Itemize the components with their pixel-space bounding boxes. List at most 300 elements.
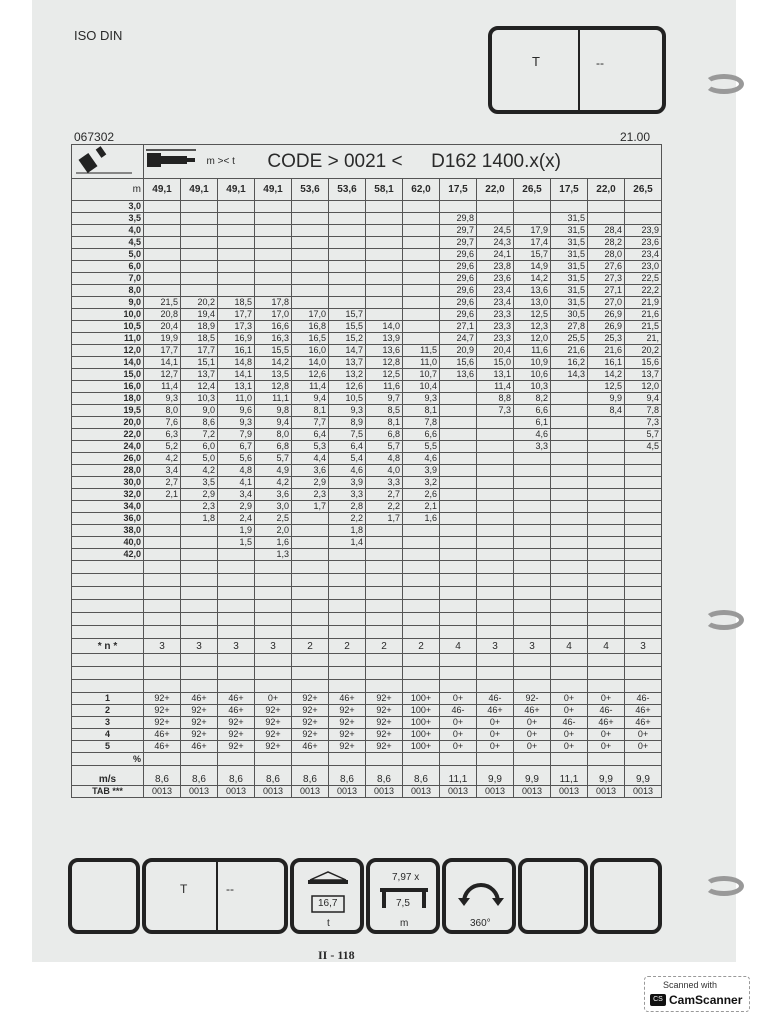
table-cell: 16,1: [218, 345, 255, 357]
table-cell: [440, 405, 477, 417]
table-cell: 4: [551, 639, 588, 654]
table-cell: 5,3: [292, 441, 329, 453]
load-row: [72, 537, 662, 549]
table-cell: [625, 549, 662, 561]
table-cell: [551, 501, 588, 513]
table-cell: 12,6: [292, 369, 329, 381]
table-cell: 0013: [255, 786, 292, 798]
table-cell: 9,9: [625, 766, 662, 786]
table-cell: 12,5: [588, 381, 625, 393]
table-cell: [477, 513, 514, 525]
table-cell: [625, 501, 662, 513]
table-cell: 92+: [181, 717, 218, 729]
table-cell: 92+: [329, 729, 366, 741]
table-cell: 2: [403, 639, 440, 654]
table-cell: 4,4: [292, 453, 329, 465]
binder-ring: [704, 876, 744, 896]
table-cell: 31,5: [551, 261, 588, 273]
table-cell: [329, 261, 366, 273]
table-cell: [625, 465, 662, 477]
table-cell: [144, 513, 181, 525]
table-cell: [551, 537, 588, 549]
table-cell: 46+: [625, 717, 662, 729]
table-cell: [144, 225, 181, 237]
table-cell: [218, 574, 255, 587]
table-cell: [588, 417, 625, 429]
row-label: 3,5: [72, 213, 144, 225]
table-cell: [292, 587, 329, 600]
load-row: [72, 405, 662, 417]
table-cell: [292, 225, 329, 237]
table-cell: [403, 613, 440, 626]
table-cell: 0013: [477, 786, 514, 798]
table-cell: 1,6: [255, 537, 292, 549]
row-label: 7,0: [72, 273, 144, 285]
table-cell: [625, 489, 662, 501]
load-row: [72, 453, 662, 465]
table-cell: [625, 587, 662, 600]
row-label: 14,0: [72, 357, 144, 369]
table-cell: 21,6: [588, 345, 625, 357]
row-label: 24,0: [72, 441, 144, 453]
table-cell: [329, 213, 366, 225]
table-cell: 10,4: [403, 381, 440, 393]
table-cell: [218, 626, 255, 639]
row-label: 5,0: [72, 249, 144, 261]
table-cell: 12,5: [514, 309, 551, 321]
counterweight-icon: [298, 866, 358, 922]
table-cell: [551, 429, 588, 441]
load-chart-table: [71, 144, 661, 798]
table-cell: [403, 680, 440, 693]
table-cell: 30,5: [551, 309, 588, 321]
empty-row: [72, 667, 662, 680]
table-cell: 0013: [181, 786, 218, 798]
table-cell: [440, 513, 477, 525]
table-cell: 12,8: [255, 381, 292, 393]
table-cell: 2: [366, 639, 403, 654]
table-cell: [255, 237, 292, 249]
table-cell: 12,0: [514, 333, 551, 345]
table-cell: [551, 525, 588, 537]
table-cell: 21,6: [625, 309, 662, 321]
table-cell: 92+: [366, 741, 403, 753]
telescope-row: [72, 729, 662, 741]
table-cell: 92+: [366, 693, 403, 705]
table-cell: [292, 654, 329, 667]
row-label: [72, 561, 144, 574]
outrigger-unit: m: [400, 918, 409, 929]
table-cell: 13,6: [514, 285, 551, 297]
table-cell: [366, 261, 403, 273]
table-cell: 15,0: [477, 357, 514, 369]
table-cell: 31,5: [551, 297, 588, 309]
table-cell: [440, 453, 477, 465]
table-cell: [292, 237, 329, 249]
table-cell: 15,7: [514, 249, 551, 261]
table-cell: [292, 600, 329, 613]
table-cell: [514, 654, 551, 667]
table-cell: 92-: [514, 693, 551, 705]
table-cell: [440, 429, 477, 441]
table-cell: 92+: [144, 693, 181, 705]
table-cell: 10,6: [514, 369, 551, 381]
radius-unit: m: [72, 179, 144, 201]
table-cell: [514, 587, 551, 600]
table-cell: [588, 513, 625, 525]
table-cell: 12,3: [514, 321, 551, 333]
crane-boom-icon: [74, 145, 134, 175]
table-cell: [329, 753, 366, 766]
row-label: [72, 680, 144, 693]
table-cell: [292, 213, 329, 225]
table-cell: 17,4: [514, 237, 551, 249]
table-cell: [181, 213, 218, 225]
table-cell: [477, 201, 514, 213]
table-cell: 92+: [329, 717, 366, 729]
table-cell: 0+: [625, 729, 662, 741]
table-cell: 46-: [477, 693, 514, 705]
row-label: 6,0: [72, 261, 144, 273]
table-cell: [440, 381, 477, 393]
table-cell: [181, 225, 218, 237]
table-cell: 92+: [181, 705, 218, 717]
table-cell: [514, 501, 551, 513]
table-cell: [625, 213, 662, 225]
table-cell: 26,9: [588, 309, 625, 321]
table-cell: 13,6: [440, 369, 477, 381]
table-cell: 1,7: [292, 501, 329, 513]
table-cell: [625, 680, 662, 693]
footer-dash-label: --: [226, 882, 234, 896]
table-cell: 4,8: [218, 465, 255, 477]
boom-length-header: 49,1: [144, 179, 181, 201]
table-cell: [551, 513, 588, 525]
table-cell: [477, 429, 514, 441]
table-cell: 6,4: [292, 429, 329, 441]
table-cell: [403, 309, 440, 321]
table-cell: [588, 525, 625, 537]
table-cell: [440, 537, 477, 549]
table-cell: 17,9: [514, 225, 551, 237]
table-cell: 15,7: [329, 309, 366, 321]
table-cell: 20,2: [181, 297, 218, 309]
table-cell: 29,6: [440, 261, 477, 273]
table-cell: 23,4: [477, 285, 514, 297]
table-cell: [181, 525, 218, 537]
table-cell: [255, 574, 292, 587]
table-cell: [403, 574, 440, 587]
table-cell: 1,3: [255, 549, 292, 561]
table-cell: [403, 667, 440, 680]
table-cell: [588, 477, 625, 489]
table-cell: [366, 201, 403, 213]
table-cell: [181, 561, 218, 574]
table-cell: [551, 477, 588, 489]
row-label: 10,5: [72, 321, 144, 333]
table-cell: 92+: [218, 741, 255, 753]
table-cell: 0+: [514, 741, 551, 753]
binder-ring: [704, 74, 744, 94]
table-cell: [588, 489, 625, 501]
table-cell: 4,6: [329, 465, 366, 477]
table-cell: [144, 501, 181, 513]
table-cell: [292, 667, 329, 680]
empty-row: [72, 654, 662, 667]
table-cell: 14,7: [329, 345, 366, 357]
table-cell: [366, 273, 403, 285]
table-cell: [625, 201, 662, 213]
table-cell: 8,6: [329, 766, 366, 786]
table-cell: 6,4: [329, 441, 366, 453]
table-cell: 8,6: [255, 766, 292, 786]
table-cell: [588, 429, 625, 441]
table-cell: 3: [514, 639, 551, 654]
table-cell: 0+: [625, 741, 662, 753]
table-cell: 8,6: [292, 766, 329, 786]
table-cell: [292, 561, 329, 574]
outrigger-box: [366, 858, 440, 934]
row-label: * n *: [72, 639, 144, 654]
table-cell: [218, 285, 255, 297]
table-cell: 17,0: [292, 309, 329, 321]
table-cell: 13,1: [218, 381, 255, 393]
slew-label: 360°: [470, 918, 491, 929]
table-cell: [181, 613, 218, 626]
table-cell: [292, 537, 329, 549]
empty-row: [72, 600, 662, 613]
table-cell: 8,1: [292, 405, 329, 417]
table-cell: [329, 297, 366, 309]
table-cell: [366, 213, 403, 225]
table-cell: [218, 213, 255, 225]
row-label: [72, 626, 144, 639]
table-cell: 28,2: [588, 237, 625, 249]
boom-length-header: 17,5: [440, 179, 477, 201]
telescope-row: [72, 741, 662, 753]
table-cell: [218, 201, 255, 213]
table-cell: 13,0: [514, 297, 551, 309]
table-cell: 0+: [551, 729, 588, 741]
table-cell: [181, 273, 218, 285]
table-cell: 14,0: [366, 321, 403, 333]
table-cell: [366, 561, 403, 574]
row-label: [72, 667, 144, 680]
table-cell: [403, 201, 440, 213]
table-cell: 17,8: [255, 297, 292, 309]
table-cell: 9,4: [292, 393, 329, 405]
row-label: 19,5: [72, 405, 144, 417]
table-cell: 11,5: [403, 345, 440, 357]
table-cell: [329, 667, 366, 680]
table-cell: 16,5: [292, 333, 329, 345]
table-cell: 13,7: [329, 357, 366, 369]
table-cell: [477, 417, 514, 429]
row-label: 42,0: [72, 549, 144, 561]
table-cell: 11,4: [477, 381, 514, 393]
table-cell: 2,1: [403, 501, 440, 513]
table-cell: 28,4: [588, 225, 625, 237]
load-row: [72, 345, 662, 357]
table-cell: 3: [625, 639, 662, 654]
table-cell: 14,8: [218, 357, 255, 369]
table-cell: 13,6: [366, 345, 403, 357]
table-cell: 3: [144, 639, 181, 654]
load-row: [72, 249, 662, 261]
table-cell: 12,8: [366, 357, 403, 369]
table-cell: [477, 654, 514, 667]
table-cell: 3: [477, 639, 514, 654]
table-cell: [588, 453, 625, 465]
table-cell: 12,6: [329, 381, 366, 393]
load-row: [72, 309, 662, 321]
table-cell: 46+: [144, 741, 181, 753]
boom-length-header: 22,0: [588, 179, 625, 201]
table-cell: 27,1: [588, 285, 625, 297]
table-cell: [366, 225, 403, 237]
crane-icon-cell: [72, 145, 144, 179]
table-cell: 12,0: [625, 381, 662, 393]
table-cell: [588, 537, 625, 549]
table-cell: 21,6: [551, 345, 588, 357]
table-cell: [218, 237, 255, 249]
footer-empty-box: [518, 858, 588, 934]
table-cell: [403, 525, 440, 537]
table-cell: [181, 667, 218, 680]
table-cell: [440, 654, 477, 667]
table-cell: [477, 667, 514, 680]
table-cell: [403, 249, 440, 261]
table-cell: 12,4: [181, 381, 218, 393]
table-cell: [329, 549, 366, 561]
watermark-line2: CamScanner: [669, 993, 743, 1007]
table-cell: [292, 249, 329, 261]
table-cell: [292, 261, 329, 273]
table-cell: 0+: [477, 741, 514, 753]
load-row: [72, 333, 662, 345]
table-cell: 16,6: [255, 321, 292, 333]
table-cell: [588, 667, 625, 680]
table-cell: [144, 654, 181, 667]
table-cell: 92+: [218, 729, 255, 741]
table-cell: 0013: [625, 786, 662, 798]
telescope-row: [72, 717, 662, 729]
footer-icons: [68, 858, 664, 934]
table-cell: 4,9: [255, 465, 292, 477]
table-cell: [440, 613, 477, 626]
table-cell: 23,4: [477, 297, 514, 309]
table-cell: 20,4: [477, 345, 514, 357]
table-cell: [551, 201, 588, 213]
table-cell: 8,6: [181, 417, 218, 429]
table-cell: 19,4: [181, 309, 218, 321]
table-cell: 100+: [403, 693, 440, 705]
table-cell: [551, 405, 588, 417]
table-cell: 23,6: [625, 237, 662, 249]
telescope-row: [72, 693, 662, 705]
table-cell: [218, 261, 255, 273]
table-cell: [218, 613, 255, 626]
row-label: 40,0: [72, 537, 144, 549]
table-cell: 10,5: [329, 393, 366, 405]
table-cell: 92+: [255, 717, 292, 729]
table-cell: [440, 561, 477, 574]
table-cell: 29,6: [440, 309, 477, 321]
table-cell: [477, 600, 514, 613]
slew-box: [442, 858, 516, 934]
table-cell: 3,3: [514, 441, 551, 453]
table-cell: [514, 537, 551, 549]
table-cell: 1,6: [403, 513, 440, 525]
table-cell: [366, 587, 403, 600]
table-cell: [181, 237, 218, 249]
table-cell: [255, 273, 292, 285]
table-cell: [218, 680, 255, 693]
table-cell: [329, 600, 366, 613]
table-cell: [218, 667, 255, 680]
table-cell: [588, 561, 625, 574]
table-cell: 100+: [403, 717, 440, 729]
table-cell: 5,7: [255, 453, 292, 465]
table-cell: 26,9: [588, 321, 625, 333]
table-cell: 15,2: [329, 333, 366, 345]
row-label: 3,0: [72, 201, 144, 213]
table-cell: [440, 525, 477, 537]
table-cell: [625, 654, 662, 667]
table-cell: 23,8: [477, 261, 514, 273]
table-cell: 8,4: [588, 405, 625, 417]
camscanner-logo-icon: CS: [650, 994, 666, 1006]
table-cell: [144, 549, 181, 561]
table-cell: [144, 213, 181, 225]
table-cell: 3,4: [144, 465, 181, 477]
table-cell: 3,5: [181, 477, 218, 489]
table-cell: [514, 753, 551, 766]
table-cell: [440, 465, 477, 477]
table-cell: [366, 574, 403, 587]
table-cell: 29,6: [440, 273, 477, 285]
table-cell: 20,4: [144, 321, 181, 333]
table-cell: [218, 273, 255, 285]
table-cell: [255, 225, 292, 237]
boom-length-header: 49,1: [218, 179, 255, 201]
table-cell: [366, 613, 403, 626]
table-cell: 92+: [292, 705, 329, 717]
load-row: [72, 285, 662, 297]
table-cell: 6,7: [218, 441, 255, 453]
table-cell: [255, 613, 292, 626]
table-cell: [551, 453, 588, 465]
boom-length-header: 53,6: [292, 179, 329, 201]
table-cell: [366, 626, 403, 639]
table-cell: 2,1: [144, 489, 181, 501]
table-cell: 24,5: [477, 225, 514, 237]
table-cell: [588, 613, 625, 626]
table-cell: [625, 574, 662, 587]
table-cell: [551, 626, 588, 639]
table-cell: 6,0: [181, 441, 218, 453]
table-cell: 7,7: [292, 417, 329, 429]
doc-version: 21.00: [620, 130, 651, 144]
table-cell: [403, 333, 440, 345]
table-cell: [329, 273, 366, 285]
table-cell: [144, 201, 181, 213]
table-cell: [218, 654, 255, 667]
table-cell: 9,9: [588, 766, 625, 786]
table-cell: 4,2: [255, 477, 292, 489]
table-cell: [292, 613, 329, 626]
row-label: 1: [72, 693, 144, 705]
